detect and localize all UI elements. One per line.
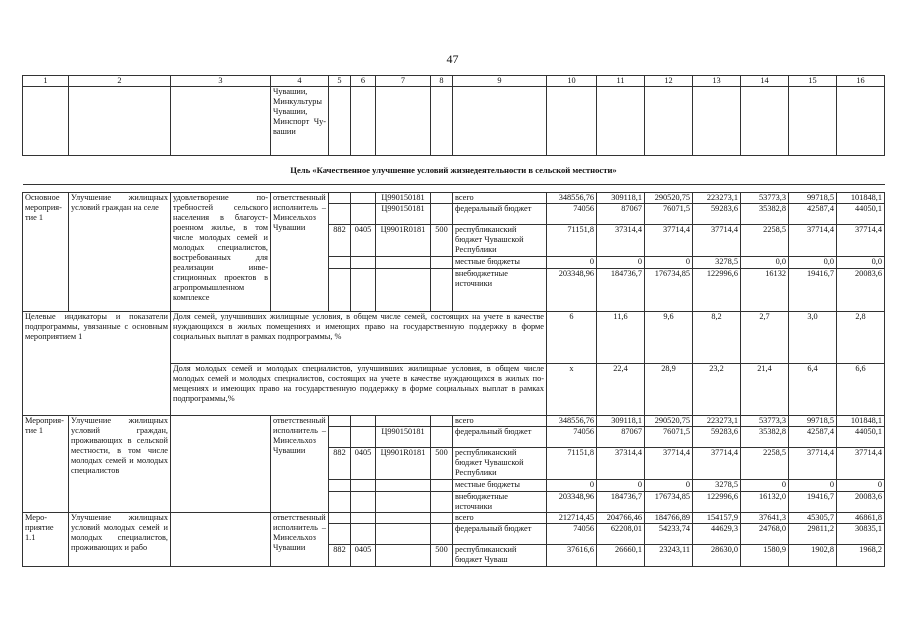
value-cell: 19416,7 — [789, 269, 837, 312]
column-header: 10 — [547, 76, 597, 87]
table-cell — [597, 87, 645, 156]
value-cell: 290520,75 — [645, 193, 693, 204]
value-cell: 53773,3 — [741, 193, 789, 204]
event1-row — [23, 416, 885, 427]
column-header: 6 — [351, 76, 376, 87]
code-target — [376, 545, 431, 567]
event-name: Улучшение жилищных условий граждан, проживающих в сельской местности, в том числе молодых семей и молодых специалистов — [69, 416, 171, 513]
indicator-value: 6,6 — [837, 364, 885, 416]
value-cell: 348556,76 — [547, 416, 597, 427]
value-cell: 203348,96 — [547, 269, 597, 312]
code-expense — [431, 492, 453, 513]
value-cell: 37314,4 — [597, 448, 645, 480]
value-cell: 74056 — [547, 524, 597, 545]
value-cell: 74056 — [547, 427, 597, 448]
column-header: 13 — [693, 76, 741, 87]
code-section — [351, 513, 376, 524]
indicator-value: 28,9 — [645, 364, 693, 416]
column-header: 11 — [597, 76, 645, 87]
table-cell — [69, 87, 171, 156]
value-cell: 59283,6 — [693, 204, 741, 225]
code-target — [376, 524, 431, 545]
value-cell: 0 — [597, 257, 645, 269]
code-grbs: 882 — [329, 448, 351, 480]
value-cell: 184736,7 — [597, 269, 645, 312]
table-cell — [431, 87, 453, 156]
table-cell — [171, 87, 271, 156]
funding-source: республиканский бюджет Чувашской Республики — [453, 225, 547, 257]
table-cell — [547, 87, 597, 156]
code-grbs — [329, 492, 351, 513]
event-name: Улучшение жилищных условий граждан на селе — [69, 193, 171, 312]
value-cell: 74056 — [547, 204, 597, 225]
code-grbs: 882 — [329, 225, 351, 257]
value-cell: 20083,6 — [837, 269, 885, 312]
code-expense: 500 — [431, 225, 453, 257]
value-cell: 28630,0 — [693, 545, 741, 567]
code-grbs — [329, 269, 351, 312]
code-expense — [431, 427, 453, 448]
value-cell: 44050,1 — [837, 427, 885, 448]
code-target: Ц990150181 — [376, 204, 431, 225]
code-target — [376, 492, 431, 513]
column-header: 5 — [329, 76, 351, 87]
value-cell: 212714,45 — [547, 513, 597, 524]
column-header: 8 — [431, 76, 453, 87]
table-cell — [645, 87, 693, 156]
funding-source: федеральный бюджет — [453, 524, 547, 545]
table-cell — [693, 87, 741, 156]
code-grbs — [329, 257, 351, 269]
value-cell: 0 — [789, 480, 837, 492]
column-header: 12 — [645, 76, 693, 87]
value-cell: 122996,6 — [693, 492, 741, 513]
spacer-row — [23, 185, 885, 193]
event-type: Основное мероприятие 1 — [23, 193, 69, 312]
funding-source: внебюджетные источники — [453, 269, 547, 312]
column-header: 14 — [741, 76, 789, 87]
indicator-value: 11,6 — [597, 312, 645, 364]
funding-source: всего — [453, 416, 547, 427]
table-cell — [789, 87, 837, 156]
value-cell: 37641,3 — [741, 513, 789, 524]
value-cell: 76071,5 — [645, 204, 693, 225]
value-cell: 42587,4 — [789, 204, 837, 225]
goal-row — [23, 156, 885, 185]
code-grbs: 882 — [329, 545, 351, 567]
value-cell: 184766,89 — [645, 513, 693, 524]
event11-row — [23, 513, 885, 524]
event-type: Мероприятие 1 — [23, 416, 69, 513]
value-cell: 44050,1 — [837, 204, 885, 225]
code-expense: 500 — [431, 448, 453, 480]
code-target: Ц990150181 — [376, 193, 431, 204]
value-cell: 37714,4 — [693, 448, 741, 480]
funding-source: внебюджетные источники — [453, 492, 547, 513]
value-cell: 0 — [645, 257, 693, 269]
indicator-value: 21,4 — [741, 364, 789, 416]
value-cell: 23243,11 — [645, 545, 693, 567]
indicator-value: 3,0 — [789, 312, 837, 364]
event-responsible: ответственный исполнитель – Минсельхоз Чувашии — [271, 416, 329, 513]
value-cell: 87067 — [597, 204, 645, 225]
code-target: Ц9901R0181 — [376, 448, 431, 480]
value-cell: 76071,5 — [645, 427, 693, 448]
value-cell: 101848,1 — [837, 416, 885, 427]
value-cell: 0,0 — [837, 257, 885, 269]
code-expense — [431, 480, 453, 492]
column-header: 15 — [789, 76, 837, 87]
value-cell: 42587,4 — [789, 427, 837, 448]
table-cell — [329, 87, 351, 156]
value-cell: 2258,5 — [741, 225, 789, 257]
value-cell: 37714,4 — [837, 448, 885, 480]
indicator-value: 8,2 — [693, 312, 741, 364]
code-section — [351, 204, 376, 225]
value-cell: 348556,76 — [547, 193, 597, 204]
table-cell — [23, 87, 69, 156]
code-section: 0405 — [351, 545, 376, 567]
indicator-value: 2,8 — [837, 312, 885, 364]
event-result — [171, 513, 271, 567]
budget-table — [22, 75, 885, 567]
code-grbs — [329, 416, 351, 427]
indicator-text: Доля молодых семей и молодых специалистов, улучшивших жилищные условия, в общем числе молодых семей и молодых специалистов, состоящих на учете в качестве нуждающихся в жилых помещениях и имеющих право на государственную поддержку в форме социальных выплат в рамках подпрограммы,% — [171, 364, 547, 416]
value-cell: 44629,3 — [693, 524, 741, 545]
value-cell: 16132 — [741, 269, 789, 312]
indicators-label: Целевые индикаторы и показатели подпрограммы, увязанные с основным мероприятием 1 — [23, 312, 171, 416]
code-target — [376, 257, 431, 269]
code-section: 0405 — [351, 448, 376, 480]
code-expense — [431, 204, 453, 225]
column-header: 3 — [171, 76, 271, 87]
value-cell: 1968,2 — [837, 545, 885, 567]
event-responsible: ответственный исполнитель – Минсельхоз Чувашии — [271, 513, 329, 567]
value-cell: 99718,5 — [789, 416, 837, 427]
value-cell: 62208,01 — [597, 524, 645, 545]
code-section — [351, 193, 376, 204]
value-cell: 99718,5 — [789, 193, 837, 204]
code-expense — [431, 513, 453, 524]
code-expense: 500 — [431, 545, 453, 567]
column-header: 7 — [376, 76, 431, 87]
value-cell: 71151,8 — [547, 225, 597, 257]
table-cell — [351, 87, 376, 156]
indicator-value: 6,4 — [789, 364, 837, 416]
carry-over-row — [23, 87, 885, 156]
responsible-cell: Чувашии, Минкультуры Чувашии, Минспорт Чувашии — [271, 87, 329, 156]
event-responsible: ответственный исполнитель – Минсельхоз Чувашии — [271, 193, 329, 312]
funding-source: всего — [453, 513, 547, 524]
value-cell: 1902,8 — [789, 545, 837, 567]
indicator-value: 22,4 — [597, 364, 645, 416]
value-cell: 1580,9 — [741, 545, 789, 567]
indicator-value: 9,6 — [645, 312, 693, 364]
value-cell: 87067 — [597, 427, 645, 448]
value-cell: 2258,5 — [741, 448, 789, 480]
table-cell — [376, 87, 431, 156]
indicator-row — [23, 312, 885, 364]
value-cell: 203348,96 — [547, 492, 597, 513]
code-grbs — [329, 193, 351, 204]
value-cell: 3278,5 — [693, 257, 741, 269]
code-section — [351, 427, 376, 448]
code-expense — [431, 416, 453, 427]
column-header: 2 — [69, 76, 171, 87]
value-cell: 0 — [597, 480, 645, 492]
goal-title: Цель «Качественное улучшение условий жизнедеятельности в сельской местности» — [23, 156, 885, 185]
code-target — [376, 513, 431, 524]
value-cell: 29811,2 — [789, 524, 837, 545]
value-cell: 46861,8 — [837, 513, 885, 524]
value-cell: 184736,7 — [597, 492, 645, 513]
value-cell: 0,0 — [741, 257, 789, 269]
value-cell: 35382,8 — [741, 427, 789, 448]
event-type: Мероприятие 1.1 — [23, 513, 69, 567]
value-cell: 0 — [645, 480, 693, 492]
funding-source: республиканский бюджет Чуваш — [453, 545, 547, 567]
value-cell: 3278,5 — [693, 480, 741, 492]
event-result — [171, 416, 271, 513]
value-cell: 24768,0 — [741, 524, 789, 545]
code-section — [351, 416, 376, 427]
indicator-value: 6 — [547, 312, 597, 364]
value-cell: 223273,1 — [693, 193, 741, 204]
value-cell: 309118,1 — [597, 416, 645, 427]
code-section — [351, 269, 376, 312]
code-section — [351, 257, 376, 269]
value-cell: 176734,85 — [645, 269, 693, 312]
column-header: 4 — [271, 76, 329, 87]
value-cell: 37714,4 — [789, 225, 837, 257]
value-cell: 26660,1 — [597, 545, 645, 567]
value-cell: 290520,75 — [645, 416, 693, 427]
code-grbs — [329, 427, 351, 448]
event-result: удовлетворение потребностей сельского населения в благоустроенном жилье, в том числе молодых семей и молодых специалистов, востребованных для реализации инвестиционных проектов в агропромышленном комплексе — [171, 193, 271, 312]
funding-source: местные бюджеты — [453, 257, 547, 269]
value-cell: 35382,8 — [741, 204, 789, 225]
table-cell — [453, 87, 547, 156]
value-cell: 37714,4 — [837, 225, 885, 257]
value-cell: 122996,6 — [693, 269, 741, 312]
value-cell: 204766,46 — [597, 513, 645, 524]
table-cell — [23, 185, 885, 193]
column-header: 16 — [837, 76, 885, 87]
value-cell: 176734,85 — [645, 492, 693, 513]
value-cell: 59283,6 — [693, 427, 741, 448]
value-cell: 45305,7 — [789, 513, 837, 524]
value-cell: 0 — [837, 480, 885, 492]
value-cell: 30835,1 — [837, 524, 885, 545]
value-cell: 101848,1 — [837, 193, 885, 204]
code-expense — [431, 193, 453, 204]
funding-source: республиканский бюджет Чувашской Республики — [453, 448, 547, 480]
code-section — [351, 480, 376, 492]
value-cell: 223273,1 — [693, 416, 741, 427]
column-header: 9 — [453, 76, 547, 87]
page-number: 47 — [446, 52, 459, 66]
value-cell: 54233,74 — [645, 524, 693, 545]
value-cell: 309118,1 — [597, 193, 645, 204]
code-section — [351, 524, 376, 545]
value-cell: 37714,4 — [693, 225, 741, 257]
value-cell: 0,0 — [789, 257, 837, 269]
table-cell — [741, 87, 789, 156]
header-row — [23, 76, 885, 87]
value-cell: 19416,7 — [789, 492, 837, 513]
code-target: Ц990150181 — [376, 427, 431, 448]
value-cell: 0 — [741, 480, 789, 492]
value-cell: 0 — [547, 257, 597, 269]
value-cell: 37314,4 — [597, 225, 645, 257]
code-grbs — [329, 513, 351, 524]
code-target — [376, 480, 431, 492]
code-section: 0405 — [351, 225, 376, 257]
value-cell: 20083,6 — [837, 492, 885, 513]
code-expense — [431, 257, 453, 269]
column-header: 1 — [23, 76, 69, 87]
code-expense — [431, 269, 453, 312]
code-target — [376, 269, 431, 312]
value-cell: 71151,8 — [547, 448, 597, 480]
code-expense — [431, 524, 453, 545]
indicator-value: x — [547, 364, 597, 416]
code-grbs — [329, 204, 351, 225]
indicator-value: 2,7 — [741, 312, 789, 364]
value-cell: 37714,4 — [789, 448, 837, 480]
value-cell: 53773,3 — [741, 416, 789, 427]
code-target — [376, 416, 431, 427]
value-cell: 37714,4 — [645, 225, 693, 257]
indicator-text: Доля семей, улучшивших жилищные условия, в общем числе семей, состоящих на учете в качестве нуждающихся в жилых помещениях и имеющих право на государственную поддержку в форме социальных выплат в рамках подпрограммы, % — [171, 312, 547, 364]
main_event-row — [23, 193, 885, 204]
value-cell: 16132,0 — [741, 492, 789, 513]
code-target: Ц9901R0181 — [376, 225, 431, 257]
value-cell: 37714,4 — [645, 448, 693, 480]
funding-source: местные бюджеты — [453, 480, 547, 492]
value-cell: 0 — [547, 480, 597, 492]
event-name: Улучшение жилищных условий молодых семей и молодых специалистов, проживающих и рабо — [69, 513, 171, 567]
code-grbs — [329, 480, 351, 492]
funding-source: федеральный бюджет — [453, 427, 547, 448]
indicator-value: 23,2 — [693, 364, 741, 416]
value-cell: 154157,9 — [693, 513, 741, 524]
code-grbs — [329, 524, 351, 545]
value-cell: 37616,6 — [547, 545, 597, 567]
funding-source: федеральный бюджет — [453, 204, 547, 225]
funding-source: всего — [453, 193, 547, 204]
code-section — [351, 492, 376, 513]
table-cell — [837, 87, 885, 156]
